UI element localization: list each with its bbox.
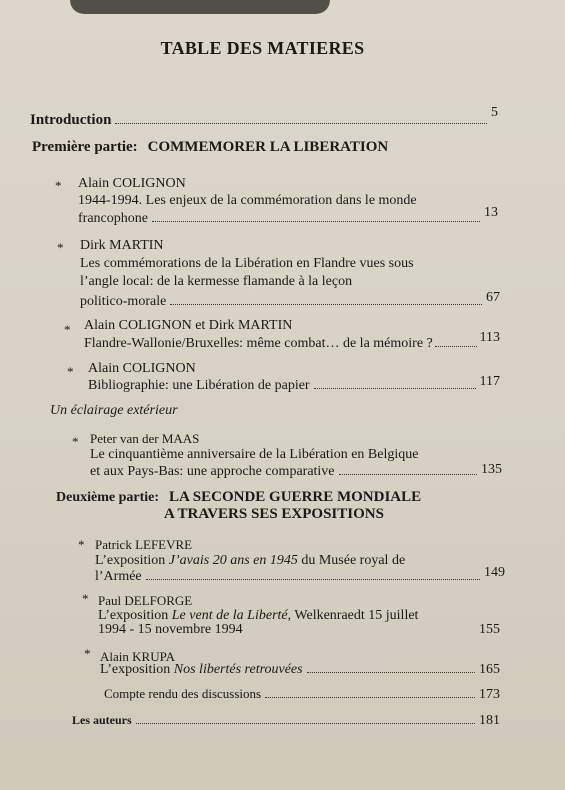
toc-entry-discussion xyxy=(104,686,500,703)
toc-entry xyxy=(78,205,498,227)
page-number: 181 xyxy=(479,713,500,728)
dot-leader xyxy=(314,387,476,389)
page-number: 149 xyxy=(484,565,505,580)
page-number: 165 xyxy=(479,662,500,677)
entry-title-line: Flandre-Wallonie/Bruxelles: même combat… de la mémoire ? xyxy=(84,336,433,351)
toc-entry-authors xyxy=(72,713,500,729)
page-number: 173 xyxy=(479,687,500,702)
entry-author: Alain COLIGNON xyxy=(78,176,186,191)
entry-author: Alain COLIGNON et Dirk MARTIN xyxy=(84,318,293,333)
dot-leader xyxy=(152,220,480,222)
text-part: L’exposition xyxy=(98,608,172,623)
part1-title: COMMEMORER LA LIBERATION xyxy=(147,139,389,155)
dot-leader xyxy=(146,578,480,580)
text-part: , Welkenraedt 15 juillet xyxy=(287,608,419,623)
page-shadow xyxy=(70,0,330,14)
toc-entry xyxy=(98,622,500,638)
dot-leader xyxy=(115,122,487,124)
part2-heading xyxy=(56,488,421,506)
page-number: 13 xyxy=(484,205,498,220)
entry-author: Peter van der MAAS xyxy=(90,431,200,446)
part2-title: LA SECONDE GUERRE MONDIALE xyxy=(169,489,422,505)
dot-leader xyxy=(307,671,475,673)
text-part: L’exposition xyxy=(95,553,169,568)
entry-author: Alain COLIGNON xyxy=(88,361,196,376)
bullet-star: * xyxy=(82,591,89,606)
entry-title-line: politico-morale xyxy=(80,294,167,309)
toc-entry xyxy=(95,563,505,585)
bullet-star: * xyxy=(84,646,91,661)
part1-label: Première partie: xyxy=(32,139,138,155)
toc-entry xyxy=(90,458,502,480)
toc-entry xyxy=(84,326,500,352)
entry-title-line: Le cinquantième anniversaire de la Libération en Belgique xyxy=(90,447,419,462)
exhibition-title: Nos libertés retrouvées xyxy=(173,662,303,677)
entry-title-line: l’angle local: de la kermesse flamande à la leçon xyxy=(80,274,353,289)
section-subtitle: Un éclairage extérieur xyxy=(50,403,178,418)
entry-title-line: 1944-1994. Les enjeux de la commémoration dans le monde xyxy=(78,193,417,208)
entry-author: Patrick LEFEVRE xyxy=(95,537,193,552)
toc-entry xyxy=(88,368,500,394)
entry-label: Les auteurs xyxy=(72,713,132,727)
entry-title-line xyxy=(100,662,303,678)
page-number: 5 xyxy=(491,105,498,120)
dot-leader xyxy=(265,696,475,698)
entry-title-line: francophone xyxy=(78,211,148,226)
bullet-star: * xyxy=(57,240,64,255)
entry-title-line: 1994 - 15 novembre 1994 xyxy=(98,622,243,637)
part2-label: Deuxième partie: xyxy=(56,490,160,505)
toc-entry xyxy=(80,288,500,310)
page-number: 113 xyxy=(479,330,500,345)
entry-author: Paul DELFORGE xyxy=(98,593,193,608)
entry-title-line: Les commémorations de la Libération en Flandre vues sous xyxy=(80,256,414,271)
entry-title-line: et aux Pays-Bas: une approche comparative xyxy=(90,464,335,479)
exhibition-title: J’avais 20 ans en 1945 xyxy=(168,553,298,568)
bullet-star: * xyxy=(72,434,79,449)
bullet-star: * xyxy=(55,178,62,193)
entry-label: Compte rendu des discussions xyxy=(104,686,262,701)
toc-entry-introduction xyxy=(30,102,498,129)
dot-leader xyxy=(435,345,477,347)
text-part: L’exposition xyxy=(100,662,174,677)
part1-heading xyxy=(32,138,388,156)
bullet-star: * xyxy=(78,537,85,552)
entry-title-line: Bibliographie: une Libération de papier xyxy=(88,378,310,393)
page-number: 117 xyxy=(479,374,500,389)
toc-title: TABLE DES MATIERES xyxy=(160,38,365,58)
page-number: 155 xyxy=(479,622,500,637)
toc-entry xyxy=(100,662,500,678)
text-part: du Musée royal de xyxy=(297,553,406,568)
entry-author: Dirk MARTIN xyxy=(80,238,164,253)
dot-leader xyxy=(339,473,477,475)
dot-leader xyxy=(136,722,475,724)
page-number: 67 xyxy=(486,290,500,305)
entry-author: Alain KRUPA xyxy=(100,649,176,664)
entry-label: Introduction xyxy=(30,112,112,128)
dot-leader xyxy=(170,303,482,305)
bullet-star: * xyxy=(67,364,74,379)
entry-title-line: l’Armée xyxy=(95,569,142,584)
part2-title-line2: A TRAVERS SES EXPOSITIONS xyxy=(164,506,384,522)
bullet-star: * xyxy=(64,322,71,337)
page-number: 135 xyxy=(481,462,502,477)
exhibition-title: Le vent de la Liberté xyxy=(171,608,288,623)
